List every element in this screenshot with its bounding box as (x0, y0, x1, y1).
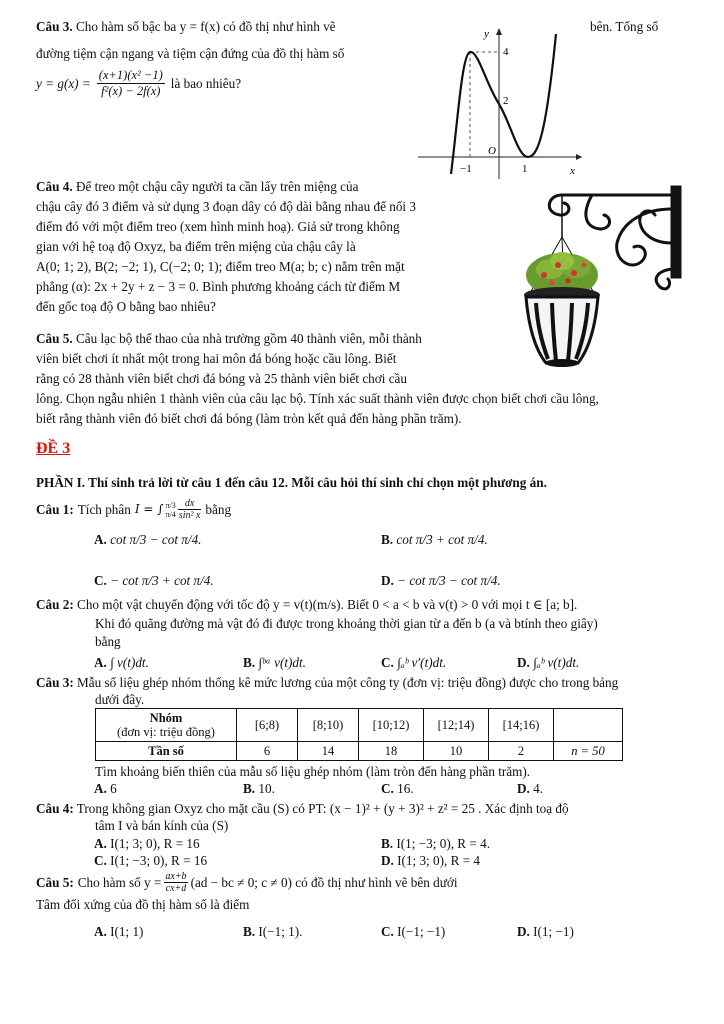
c5-stem: Cho hàm số y = (77, 875, 162, 890)
q3-line2: đường tiệm cận ngang và tiệm cận đứng của đồ thị hàm số (36, 46, 345, 61)
c2-label: Câu 2: (36, 597, 74, 612)
c3-option-a[interactable] (94, 779, 117, 798)
c1-integral: I = ∫ (134, 502, 164, 516)
q4-line6: phẳng (α): 2x + 2y + z − 3 = 0. Bình phương khoảng cách từ điểm M (36, 279, 401, 294)
q3-den: f²(x) − 2f(x) (101, 84, 161, 98)
table-cell-frequency: 18 (359, 742, 424, 761)
q4-line1 (36, 177, 358, 196)
c3-text1: Mẫu số liệu ghép nhóm thống kê mức lương của một công ty (đơn vị: triệu đồng) được cho trong bảng (77, 675, 619, 690)
c1-lower: π/4 (165, 509, 176, 519)
c4-d-letter: D. (381, 853, 394, 868)
c4-text1: Trong không gian Oxyz cho mặt cầu (S) có PT: (x − 1)² + (y + 3)² + z² = 25 . Xác định toạ độ (76, 801, 569, 816)
table-cell-frequency: 6 (237, 742, 298, 761)
c4-a-letter: A. (94, 836, 107, 851)
c2-c-text: ∫ₐᵇ v′(t)dt. (397, 655, 447, 670)
q3-line1 (36, 17, 336, 36)
cubic-graph (416, 24, 586, 182)
c2-line1 (36, 595, 577, 614)
q3-tail: là bao nhiêu? (170, 76, 242, 91)
c4-c-text: I(1; −3; 0), R = 16 (110, 853, 208, 868)
c1-c-letter: C. (94, 573, 107, 588)
c5-c-text: I(−1; −1) (397, 924, 446, 939)
c4-option-d[interactable] (381, 851, 480, 870)
c2-option-a[interactable] (94, 653, 149, 672)
table-cell-group: [8;10) (298, 709, 359, 742)
c5-option-a[interactable] (94, 922, 143, 941)
q3-formula (36, 68, 241, 99)
c3-d-text: 4. (533, 781, 544, 796)
c1-d-text: − cot π/3 − cot π/4. (397, 573, 501, 588)
c1-b-text: cot π/3 + cot π/4. (396, 532, 488, 547)
c5-den: cx+d (165, 883, 187, 894)
table-cell-frequency: 10 (424, 742, 489, 761)
graph-tick-1: 1 (522, 163, 528, 175)
part1-heading: PHẦN I. Thí sinh trả lời từ câu 1 đến câu 12. Mỗi câu hỏi thí sinh chỉ chọn một phương án. (36, 475, 547, 490)
c3-c-text: 16. (397, 781, 414, 796)
table-header-group-title: Nhóm (149, 711, 183, 725)
c1-upper: π/3 (165, 500, 176, 510)
c3-c-letter: C. (381, 781, 394, 796)
c1-option-b[interactable] (381, 530, 488, 549)
c1-integrand (178, 498, 202, 521)
q5-line4: lông. Chọn ngẫu nhiên 1 thành viên của câu lạc bộ. Tính xác suất thành viên được chọn biết chơi cầu lông, (36, 391, 599, 406)
c5-line2: Tâm đối xứng của đồ thị hàm số là điểm (36, 897, 250, 912)
table-cell-group: [14;16) (489, 709, 554, 742)
c1-option-a[interactable] (94, 530, 201, 549)
q5-line2: viên biết chơi ít nhất một trong hai môn đá bóng hoặc cầu lông. Biết (36, 351, 397, 366)
graph-x-label: x (570, 165, 575, 177)
q5-line5: biết rằng thành viên đó biết chơi đá bóng (làm tròn kết quả đến hàng phần trăm). (36, 411, 462, 426)
graph-origin: O (488, 145, 496, 157)
c3-question: Tìm khoảng biến thiên của mẫu số liệu ghép nhóm (làm tròn đến hàng phần trăm). (95, 764, 531, 779)
c1-option-c[interactable] (94, 571, 214, 590)
c1-d-letter: D. (381, 573, 394, 588)
c1-stem (36, 498, 231, 521)
table-cell-empty (554, 709, 623, 742)
q4-line7: đến gốc toạ độ O bằng bao nhiêu? (36, 299, 216, 314)
c1-integrand-num: dx (178, 498, 202, 510)
c5-option-c[interactable] (381, 922, 445, 941)
table-row-freqs (96, 742, 623, 761)
c5-option-b[interactable] (243, 922, 302, 941)
c5-d-text: I(1; −1) (533, 924, 574, 939)
basket (524, 287, 600, 367)
c1-tail: bằng (205, 502, 232, 517)
q3-text1: Cho hàm số bậc ba y = f(x) có đồ thị như hình vẽ (75, 19, 336, 34)
table-cell-group: [10;12) (359, 709, 424, 742)
table-cell-frequency: 14 (298, 742, 359, 761)
graph-tick-minus1: −1 (460, 163, 472, 175)
exam-title: ĐỀ 3 (36, 440, 71, 457)
c3-option-c[interactable] (381, 779, 414, 798)
q3-num: (x+1)(x² −1) (98, 68, 163, 82)
table-cell-group: [6;8) (237, 709, 298, 742)
q4-line5: A(0; 1; 2), B(2; −2; 1), C(−2; 0; 1); điểm treo M(a; b; c) nằm trên mặt (36, 259, 405, 274)
q5-text1: Câu lạc bộ thể thao của nhà trường gồm 40 thành viên, mỗi thành (75, 331, 422, 346)
c4-b-letter: B. (381, 836, 394, 851)
q3-line1-end: bên. Tổng số (590, 19, 659, 34)
c2-b-letter: B. (243, 655, 256, 670)
c2-a-letter: A. (94, 655, 107, 670)
c3-b-text: 10. (258, 781, 275, 796)
q3-fraction (97, 68, 165, 99)
c2-option-c[interactable] (381, 653, 446, 672)
c4-line2: tâm I và bán kính của (S) (95, 818, 229, 833)
c1-option-d[interactable] (381, 571, 501, 590)
table-header-group (96, 709, 237, 742)
c4-label: Câu 4: (36, 801, 74, 816)
c2-b-text: ∫ᵇᵃ v(t)dt. (258, 655, 306, 670)
c4-a-text: I(1; 3; 0), R = 16 (110, 836, 200, 851)
q4-label: Câu 4. (36, 179, 73, 194)
c2-line2: Khi đó quãng đường mà vật đó đi được trong khoảng thời gian từ a đến b (a và btính theo giây) (95, 616, 598, 631)
c5-option-d[interactable] (517, 922, 574, 941)
q4-line2: chậu cây đó 3 điểm và sử dụng 3 đoạn dây có độ dài bằng nhau để nối 3 (36, 199, 416, 214)
c2-text1: Cho một vật chuyển động với tốc độ y = v(t)(m/s). Biết 0 < a < b và v(t) > 0 với mọi t ∈ [a; b]. (77, 597, 578, 612)
c1-stem-text: Tích phân (77, 502, 131, 517)
c5-fraction (164, 871, 187, 894)
c4-option-c[interactable] (94, 851, 207, 870)
q3-label: Câu 3. (36, 19, 73, 34)
c2-d-letter: D. (517, 655, 530, 670)
frequency-table (95, 708, 623, 761)
c5-b-text: I(−1; 1). (258, 924, 303, 939)
c3-a-text: 6 (110, 781, 117, 796)
graph-y-label: y (484, 28, 489, 40)
c1-c-text: − cot π/3 + cot π/4. (110, 573, 214, 588)
q3-lhs: y = g(x) = (36, 76, 91, 91)
c3-d-letter: D. (517, 781, 530, 796)
c5-c-letter: C. (381, 924, 394, 939)
c5-cond: (ad − bc ≠ 0; c ≠ 0) có đồ thị như hình vẽ bên dưới (190, 875, 458, 890)
c2-option-b[interactable] (243, 653, 306, 672)
table-cell-frequency: 2 (489, 742, 554, 761)
c5-num: ax+b (165, 871, 187, 882)
hanging-basket-illustration (522, 183, 690, 373)
c2-c-letter: C. (381, 655, 394, 670)
c4-c-letter: C. (94, 853, 107, 868)
c3-a-letter: A. (94, 781, 107, 796)
c1-a-text: cot π/3 − cot π/4. (110, 532, 202, 547)
c2-d-text: ∫ₐᵇ v(t)dt. (533, 655, 580, 670)
c3-label: Câu 3: (36, 675, 74, 690)
graph-tick-4: 4 (503, 46, 509, 58)
table-header-frequency: Tần số (96, 742, 237, 761)
table-cell-group: [12;14) (424, 709, 489, 742)
q5-line3: rằng có 28 thành viên biết chơi đá bóng và 25 thành viên biết chơi cầu (36, 371, 408, 386)
c1-integrand-den: sin² x (178, 510, 201, 521)
q4-line3: điểm đó với một điểm treo (xem hình minh hoạ). Giả sử trong không (36, 219, 400, 234)
c1-a-letter: A. (94, 532, 107, 547)
c1-label: Câu 1: (36, 502, 74, 517)
c2-line3: bằng (95, 634, 121, 649)
q5-label: Câu 5. (36, 331, 73, 346)
c5-line1 (36, 871, 458, 894)
q4-line4: gian với hệ toạ độ Oxyz, ba điểm trên miệng của chậu cây là (36, 239, 356, 254)
c3-option-b[interactable] (243, 779, 275, 798)
c3-option-d[interactable] (517, 779, 543, 798)
c2-a-text: ∫ v(t)dt. (110, 655, 149, 670)
c2-option-d[interactable] (517, 653, 579, 672)
c3-b-letter: B. (243, 781, 256, 796)
c4-b-text: I(1; −3; 0), R = 4. (396, 836, 491, 851)
c5-label: Câu 5: (36, 875, 74, 890)
table-header-group-unit: (đơn vị: triệu đồng) (117, 725, 215, 739)
c4-d-text: I(1; 3; 0), R = 4 (397, 853, 481, 868)
c1-limits (166, 501, 176, 519)
table-row-groups (96, 709, 623, 742)
c3-line2: dưới đây. (95, 692, 145, 707)
c5-a-text: I(1; 1) (110, 924, 144, 939)
c5-d-letter: D. (517, 924, 530, 939)
table-cell-total: n = 50 (554, 742, 623, 761)
c5-b-letter: B. (243, 924, 256, 939)
c1-b-letter: B. (381, 532, 394, 547)
q4-text1: Để treo một chậu cây người ta cần lấy trên miệng của (75, 179, 359, 194)
c5-a-letter: A. (94, 924, 107, 939)
q5-line1 (36, 329, 422, 348)
graph-tick-2: 2 (503, 95, 509, 107)
